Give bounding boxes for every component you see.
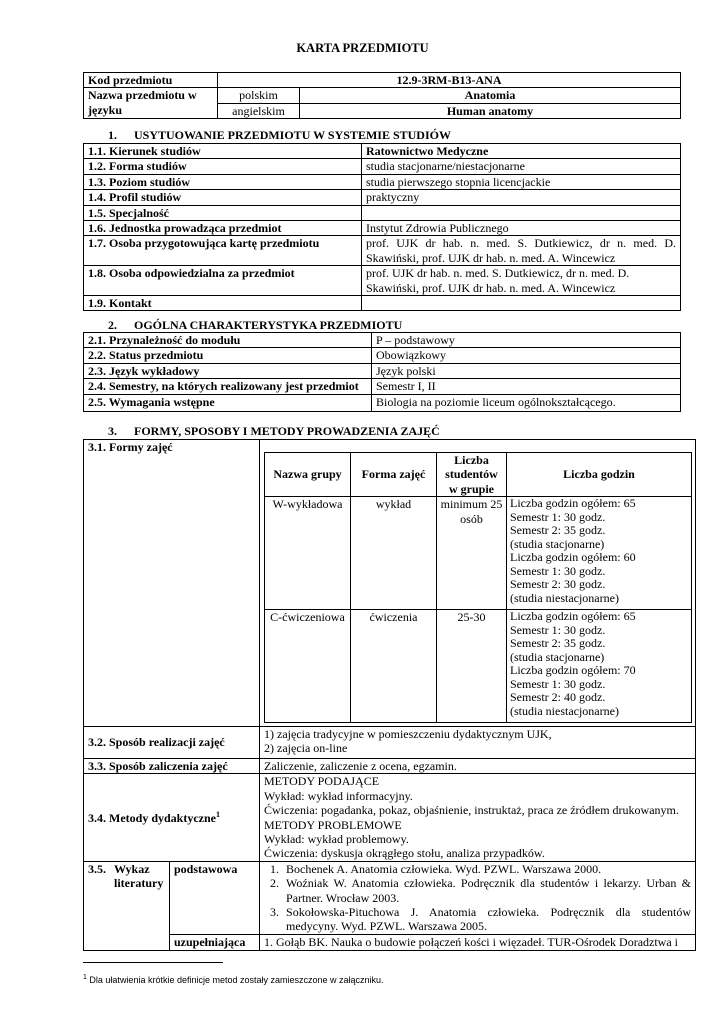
realization-line: 2) zajęcia on-line <box>264 741 348 756</box>
english-name-value: Human anatomy <box>300 103 681 118</box>
row-label: 1.2. Forma studiów <box>84 159 362 174</box>
forms-students: minimum 25 osób <box>437 497 507 610</box>
row-value: Instytut Zdrowia Publicznego <box>362 220 681 235</box>
row-label: 2.1. Przynależność do modułu <box>84 333 372 348</box>
methods-value <box>260 774 696 861</box>
row-value: Ratownictwo Medyczne <box>362 144 681 159</box>
section-1-table <box>83 143 681 311</box>
forms-label: 3.1. Formy zajęć <box>84 440 260 727</box>
english-label: angielskim <box>218 103 300 118</box>
header-table <box>83 72 681 119</box>
row-value: studia pierwszego stopnia licencjackie <box>362 174 681 189</box>
forms-hours: Liczba godzin ogółem: 65 Semestr 1: 30 godz. Semestr 2: 35 godz. (studia stacjonarne) Liczba godzin ogółem: 60 Semestr 1: 30 godz. Semestr 2: 30 godz. (studia niestacjonarne) <box>507 497 692 610</box>
row-label: 2.3. Język wykładowy <box>84 363 372 378</box>
literature-item: 2. Woźniak W. Anatomia człowieka. Podręcznik dla studentów i lekarzy. Urban & Partner. Wrocław 2003. <box>282 876 691 905</box>
course-name-label: Nazwa przedmiotu w języku <box>84 88 218 119</box>
section-1-heading: 1. USYTUOWANIE PRZEDMIOTU W SYSTEMIE STUDIÓW <box>108 128 451 142</box>
forms-group: W-wykładowa <box>265 497 351 610</box>
methods-line: METODY PODAJĄCE <box>264 774 380 789</box>
row-label: 1.6. Jednostka prowadząca przedmiot <box>84 220 362 235</box>
realization-line: 1) zajęcia tradycyjne w pomieszczeniu dydaktycznym UJK, <box>264 727 552 741</box>
literature-item: 1. Bochenek A. Anatomia człowieka. Wyd. PZWL. Warszawa 2000. <box>282 862 691 876</box>
methods-line: Wykład: wykład informacyjny. <box>264 788 413 803</box>
credit-label: 3.3. Sposób zaliczenia zajęć <box>84 759 260 774</box>
row-label: 1.9. Kontakt <box>84 295 362 310</box>
polish-name-value: Anatomia <box>300 88 681 103</box>
row-label: 1.7. Osoba przygotowująca kartę przedmiotu <box>84 236 362 266</box>
forms-hours: Liczba godzin ogółem: 65 Semestr 1: 30 godz. Semestr 2: 35 godz. (studia stacjonarne) Liczba godzin ogółem: 70 Semestr 1: 30 godz. Semestr 2: 40 godz. (studia niestacjonarne) <box>507 610 692 723</box>
row-label: 2.4. Semestry, na których realizowany jest przedmiot <box>84 379 372 394</box>
literature-item: 3. Sokołowska-Pituchowa J. Anatomia człowieka. Podręcznik dla studentów medycyny. Wyd. PZWL. Warszawa 2005. <box>282 905 691 934</box>
footnote: $^1$ Dla ułatwienia krótkie definicje metod zostały zamieszczone w załączniku. <box>83 974 384 985</box>
forms-header-form: Forma zajęć <box>351 453 437 497</box>
forms-form: wykład <box>351 497 437 610</box>
row-value: studia stacjonarne/niestacjonarne <box>362 159 681 174</box>
row-value: Obowiązkowy <box>372 348 681 363</box>
row-label: 2.2. Status przedmiotu <box>84 348 372 363</box>
realization-value <box>260 727 696 759</box>
forms-group: C-ćwiczeniowa <box>265 610 351 723</box>
course-code-value: 12.9-3RM-B13-ANA <box>218 73 681 88</box>
row-value: praktyczny <box>362 190 681 205</box>
methods-line: Ćwiczenia: pogadanka, pokaz, objaśnienie, instruktaż, praca ze źródłem drukowanym. <box>264 803 679 818</box>
forms-header-students: Liczba studentów w grupie <box>437 453 507 497</box>
footnote-separator <box>83 962 223 963</box>
forms-table <box>264 452 692 723</box>
literature-label: 3.5. Wykaz literatury <box>84 861 170 950</box>
row-value: Semestr I, II <box>372 379 681 394</box>
section-3-heading: 3. FORMY, SPOSOBY I METODY PROWADZENIA ZAJĘĆ <box>108 424 440 438</box>
row-label: 2.5. Wymagania wstępne <box>84 394 372 411</box>
methods-line: Wykład: wykład problemowy. <box>264 831 409 846</box>
literature-extra-label: uzupełniająca <box>170 934 260 950</box>
row-value <box>362 205 681 220</box>
row-value: Biologia na poziomie liceum ogólnokształcącego. <box>372 394 681 411</box>
row-value: prof. UJK dr hab. n. med. S. Dutkiewicz, dr n. med. D. Skawiński, prof. UJK dr hab. n. med. A. Wincewicz <box>362 236 681 266</box>
forms-form: ćwiczenia <box>351 610 437 723</box>
row-label: 1.3. Poziom studiów <box>84 174 362 189</box>
credit-value: Zaliczenie, zaliczenie z ocena, egzamin. <box>260 759 696 774</box>
realization-label: 3.2. Sposób realizacji zajęć <box>84 727 260 759</box>
literature-basic-list <box>260 861 696 934</box>
row-value: Język polski <box>372 363 681 378</box>
page-title: KARTA PRZEDMIOTU <box>296 41 429 55</box>
polish-label: polskim <box>218 88 300 103</box>
course-code-label: Kod przedmiotu <box>84 73 218 88</box>
section-2-table <box>83 332 681 412</box>
literature-extra-value: 1. Gołąb BK. Nauka o budowie połączeń kości i więzadeł. TUR-Ośrodek Doradztwa i <box>260 934 696 950</box>
row-value: prof. UJK dr hab. n. med. S. Dutkiewicz, dr n. med. D. Skawiński, prof. UJK dr hab. n. med. A. Wincewicz <box>362 266 681 296</box>
row-label: 1.1. Kierunek studiów <box>84 144 362 159</box>
literature-basic-label: podstawowa <box>170 861 260 934</box>
row-label: 1.8. Osoba odpowiedzialna za przedmiot <box>84 266 362 296</box>
forms-students: 25-30 <box>437 610 507 723</box>
row-value <box>362 295 681 310</box>
row-value: P – podstawowy <box>372 333 681 348</box>
forms-header-group: Nazwa grupy <box>265 453 351 497</box>
row-label: 1.4. Profil studiów <box>84 190 362 205</box>
methods-label: 3.4. Metody dydaktyczne$^1$ <box>84 774 260 861</box>
forms-header-hours: Liczba godzin <box>507 453 692 497</box>
row-label: 1.5. Specjalność <box>84 205 362 220</box>
methods-line: METODY PROBLEMOWE <box>264 817 402 832</box>
section-2-heading: 2. OGÓLNA CHARAKTERYSTYKA PRZEDMIOTU <box>108 318 403 332</box>
methods-line: Ćwiczenia: dyskusja okrągłego stołu, analiza przypadków. <box>264 846 545 861</box>
